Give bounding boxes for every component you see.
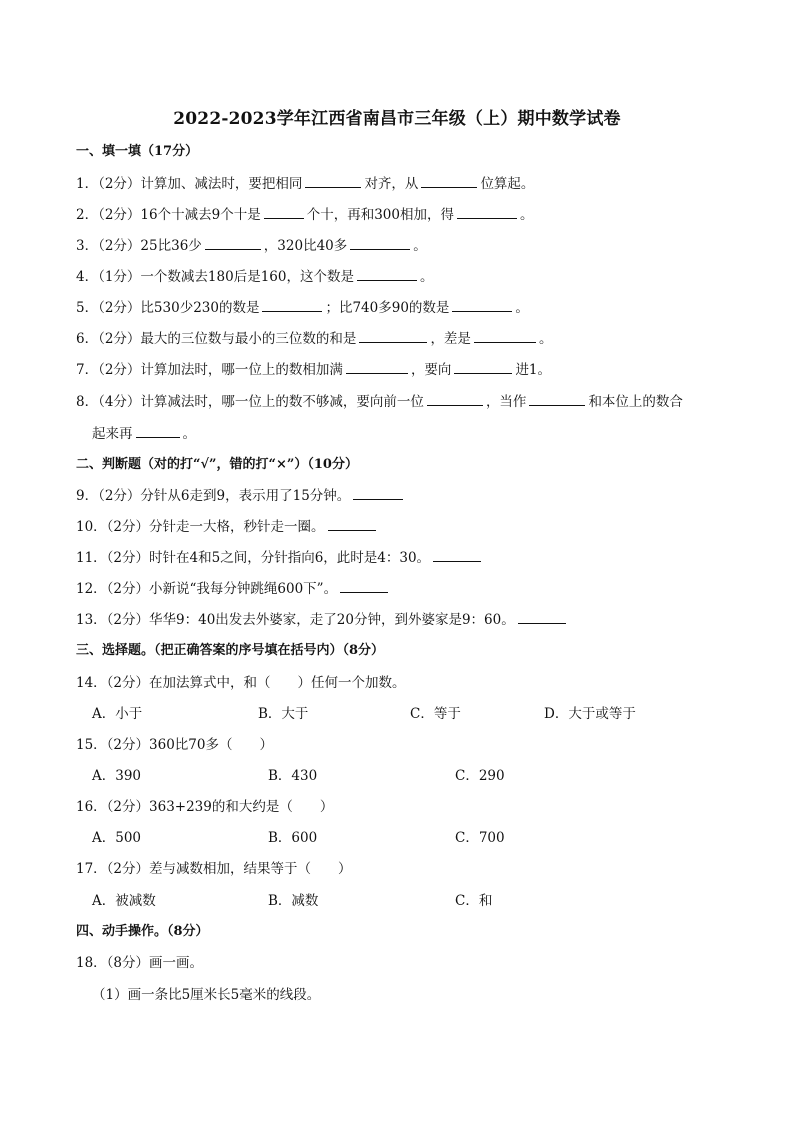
question-10 [76, 517, 379, 537]
q10-text: 10．（2分）分针走一大格，秒针走一圈。 [76, 519, 325, 535]
q3-blank-2[interactable] [350, 236, 410, 250]
q16-option-a[interactable]: A．500 [92, 830, 142, 846]
q8-blank-3[interactable] [136, 424, 180, 438]
q6-blank-1[interactable] [359, 329, 427, 343]
q17-option-c[interactable]: C．和 [455, 893, 493, 909]
q3-blank-1[interactable] [205, 236, 261, 250]
q7-blank-1[interactable] [346, 360, 408, 374]
q15-option-c[interactable]: C．290 [455, 768, 505, 784]
q8-blank-1[interactable] [427, 392, 483, 406]
section-multiple-choice: 三、选择题。（把正确答案的序号填在括号内）（8分） [76, 643, 385, 658]
question-8-cont [92, 424, 196, 444]
q10-blank[interactable] [328, 517, 376, 531]
q1-blank-2[interactable] [421, 174, 477, 188]
page-title: 2022-2023学年江西省南昌市三年级（上）期中数学试卷 [173, 109, 621, 129]
question-9 [76, 486, 406, 506]
q13-text: 13．（2分）华华9：40出发去外婆家，走了20分钟，到外婆家是9：60。 [76, 612, 515, 628]
q5-text-a: 5．（2分）比530少230的数是 [76, 300, 260, 316]
section-fill-in: 一、填一填（17分） [76, 144, 199, 159]
q14-option-a[interactable]: A．小于 [92, 706, 143, 722]
q7-text-c: 进1。 [515, 362, 552, 378]
q14-option-d[interactable]: D．大于或等于 [544, 706, 636, 722]
q3-text-a: 3．（2分）25比36少 [76, 238, 202, 254]
question-14: 14．（2分）在加法算式中，和（ ）任何一个加数。 [76, 675, 406, 691]
q8-blank-2[interactable] [529, 392, 585, 406]
question-4 [76, 267, 433, 287]
q2-blank-2[interactable] [457, 205, 517, 219]
question-16: 16．（2分）363+239的和大约是（ ） [76, 799, 334, 815]
section-hands-on: 四、动手操作。（8分） [76, 924, 209, 939]
q11-blank[interactable] [433, 548, 481, 562]
q7-text-b: ，要向 [410, 362, 452, 378]
q4-text-b: 。 [419, 269, 434, 285]
question-1 [76, 174, 534, 194]
question-8 [76, 392, 683, 412]
q3-text-c: 。 [413, 238, 427, 254]
q7-text-a: 7．（2分）计算加法时，哪一位上的数相加满 [76, 362, 343, 378]
question-18: 18．（8分）画一画。 [76, 955, 204, 971]
question-17: 17．（2分）差与减数相加，结果等于（ ） [76, 861, 352, 877]
q8-text-c: 和本位上的数合 [588, 394, 683, 410]
q17-option-a[interactable]: A．被减数 [92, 893, 156, 909]
q6-text-c: 。 [538, 331, 553, 347]
question-12 [76, 579, 391, 599]
question-18-part-1: （1）画一条比5厘米长5毫米的线段。 [92, 987, 321, 1003]
q15-option-b[interactable]: B．430 [268, 768, 318, 784]
q14-option-b[interactable]: B．大于 [258, 706, 309, 722]
q13-blank[interactable] [518, 610, 566, 624]
q2-blank-1[interactable] [264, 205, 304, 219]
q2-text-b: 个十，再和300相加，得 [306, 207, 454, 223]
q12-text: 12．（2分）小新说“我每分钟跳绳600下”。 [76, 581, 338, 597]
q14-option-c[interactable]: C．等于 [410, 706, 461, 722]
q4-blank-1[interactable] [357, 267, 417, 281]
q1-text-c: 位算起。 [480, 176, 535, 192]
q6-blank-2[interactable] [474, 329, 536, 343]
q12-blank[interactable] [340, 579, 388, 593]
q6-text-a: 6．（2分）最大的三位数与最小的三位数的和是 [76, 331, 357, 347]
q5-text-b: ；比740多90的数是 [325, 300, 450, 316]
q3-text-b: ，320比40多 [263, 238, 348, 254]
q17-option-b[interactable]: B．减数 [268, 893, 319, 909]
q6-text-b: ，差是 [430, 331, 471, 347]
question-15: 15．（2分）360比70多（ ） [76, 737, 273, 753]
q5-blank-1[interactable] [262, 298, 322, 312]
q15-option-a[interactable]: A．390 [92, 768, 142, 784]
q4-text-a: 4．（1分）一个数减去180后是160，这个数是 [76, 269, 354, 285]
q11-text: 11．（2分）时针在4和5之间，分针指向6，此时是4：30。 [76, 550, 431, 566]
q2-text-c: 。 [519, 207, 534, 223]
q8-text-e: 。 [182, 426, 196, 442]
q2-text-a: 2．（2分）16个十减去9个十是 [76, 207, 261, 223]
question-11 [76, 548, 484, 568]
q8-text-b: ，当作 [485, 394, 527, 410]
q1-text-a: 1．（2分）计算加、减法时，要把相同 [76, 176, 303, 192]
q9-blank[interactable] [353, 486, 403, 500]
q8-text-d: 起来再 [92, 426, 133, 442]
q5-text-c: 。 [515, 300, 529, 316]
q1-text-b: 对齐，从 [364, 176, 419, 192]
q1-blank-1[interactable] [305, 174, 361, 188]
question-5 [76, 298, 529, 318]
q16-option-b[interactable]: B．600 [268, 830, 318, 846]
question-2 [76, 205, 533, 225]
question-7 [76, 360, 551, 380]
q7-blank-2[interactable] [454, 360, 512, 374]
q8-text-a: 8．（4分）计算减法时，哪一位上的数不够减，要向前一位 [76, 394, 424, 410]
question-3 [76, 236, 427, 256]
question-6 [76, 329, 552, 349]
q16-option-c[interactable]: C．700 [455, 830, 505, 846]
section-true-false: 二、判断题（对的打“√”，错的打“×”）（10分） [76, 457, 358, 472]
question-13 [76, 610, 569, 630]
q5-blank-2[interactable] [452, 298, 512, 312]
q9-text: 9．（2分）分针从6走到9，表示用了15分钟。 [76, 488, 351, 504]
